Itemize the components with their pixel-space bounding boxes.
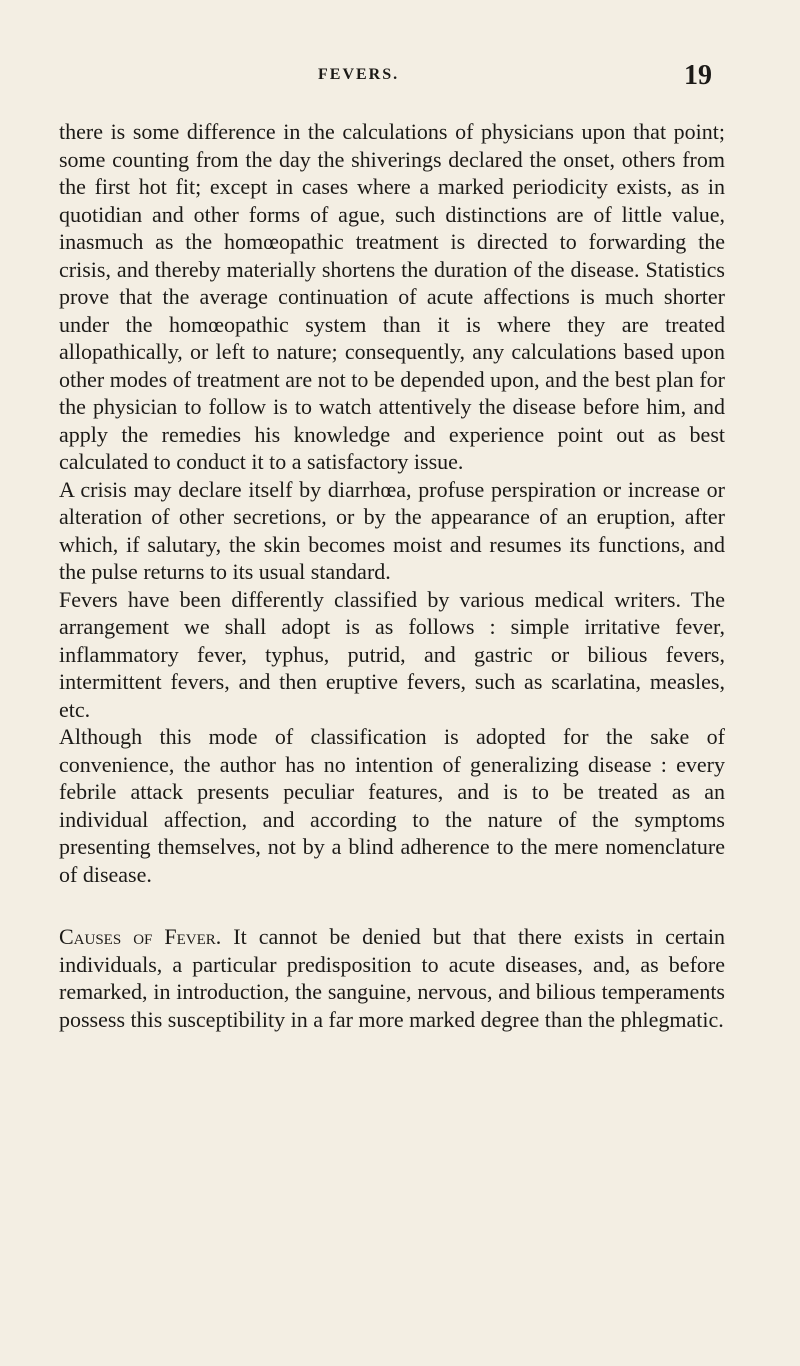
section-paragraph	[59, 923, 725, 1033]
page-number: 19	[684, 60, 712, 91]
paragraph-3: Fevers have been differently classified by various medical writers. The arrangement we shall adopt is as follows : simple irritative fever, inflammatory fever, typhus, putrid, and gastric or bilious fevers, intermittent fevers, and then eruptive fevers, such as scarlatina, measles, etc.	[59, 586, 725, 722]
paragraph-4: Although this mode of classification is adopted for the sake of convenience, the author has no intention of generalizing disease : every febrile attack presents peculiar features, and is to be treated as an individual affection, and according to the nature of the symptoms presenting themselves, not by a blind adherence to the mere nomenclature of disease.	[59, 724, 725, 887]
section-text: It cannot be denied but that there exists in certain individuals, a particular predisposition to acute diseases, and, as before remarked, in introduction, the sanguine, nervous, and bilious temperaments possess this susceptibility in a far more marked degree than the phlegmatic.	[59, 924, 726, 1032]
paragraph-1: there is some difference in the calculations of physicians upon that point; some counting from the day the shiverings declared the onset, others from the first hot fit; except in cases where a marked periodicity exists, as in quotidian and other forms of ague, such distinctions are of little value, inasmuch as the homœopathic treatment is directed to forwarding the crisis, and thereby materially shortens the duration of the disease. Statistics prove that the average continuation of acute affections is much shorter under the homœopathic system than it is where they are treated allopathically, or left to nature; consequently, any calculations based upon other modes of treatment are not to be depended upon, and the best plan for the physician to follow is to watch attentively the disease before him, and apply the remedies his knowledge and experience point out as best calculated to conduct it to a satisfactory issue.	[59, 119, 725, 474]
running-head	[0, 60, 800, 100]
page-body	[59, 118, 725, 1033]
running-title: FEVERS.	[318, 66, 400, 83]
paragraph-2: A crisis may declare itself by diarrhœa, profuse perspiration or increase or alteration of other secretions, or by the appearance of an eruption, after which, if salutary, the skin becomes moist and resumes its functions, and the pulse returns to its usual standard.	[59, 476, 725, 584]
section-heading: Causes of Fever.	[59, 924, 222, 949]
